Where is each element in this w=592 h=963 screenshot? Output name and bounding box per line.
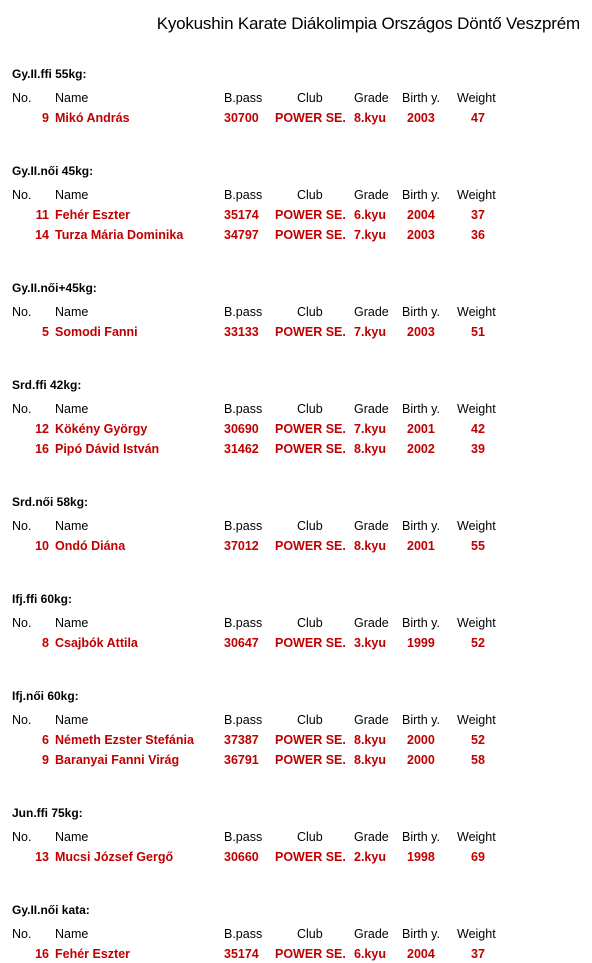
column-header-row	[0, 303, 592, 321]
category-title: Gy.II.női 45kg:	[12, 164, 94, 178]
column-header-row	[0, 400, 592, 418]
athlete-bpass: 30660	[224, 850, 259, 864]
header-name: Name	[55, 830, 89, 844]
athlete-row	[0, 537, 592, 555]
header-name: Name	[55, 616, 89, 630]
category-heading-row	[0, 376, 592, 394]
athlete-weight: 55	[471, 539, 485, 553]
header-club: Club	[297, 830, 323, 844]
header-bpass: B.pass	[224, 402, 263, 416]
athlete-grade: 2.kyu	[354, 850, 386, 864]
header-club: Club	[297, 927, 323, 941]
header-bpass: B.pass	[224, 616, 263, 630]
header-no: No.	[12, 305, 32, 319]
athlete-no: 5	[42, 325, 49, 339]
header-grade: Grade	[354, 91, 389, 105]
header-birth: Birth y.	[402, 305, 440, 319]
athlete-grade: 7.kyu	[354, 422, 386, 436]
header-weight: Weight	[457, 91, 496, 105]
athlete-weight: 52	[471, 636, 485, 650]
column-header-row	[0, 517, 592, 535]
athlete-name: Mikó András	[55, 111, 130, 125]
athlete-weight: 58	[471, 753, 485, 767]
athlete-row	[0, 206, 592, 224]
header-bpass: B.pass	[224, 519, 263, 533]
athlete-birth: 1999	[407, 636, 435, 650]
header-no: No.	[12, 91, 32, 105]
athlete-no: 14	[35, 228, 49, 242]
category-title: Ifj.ffi 60kg:	[12, 592, 73, 606]
athlete-weight: 51	[471, 325, 485, 339]
header-name: Name	[55, 927, 89, 941]
category-title: Srd.ffi 42kg:	[12, 378, 82, 392]
header-weight: Weight	[457, 927, 496, 941]
athlete-bpass: 31462	[224, 442, 259, 456]
category-title: Jun.ffi 75kg:	[12, 806, 83, 820]
athlete-club: POWER SE.	[275, 111, 346, 125]
header-grade: Grade	[354, 519, 389, 533]
header-grade: Grade	[354, 830, 389, 844]
header-weight: Weight	[457, 188, 496, 202]
athlete-row	[0, 848, 592, 866]
header-bpass: B.pass	[224, 830, 263, 844]
header-club: Club	[297, 519, 323, 533]
athlete-weight: 47	[471, 111, 485, 125]
athlete-name: Turza Mária Dominika	[55, 228, 184, 242]
category-heading-row	[0, 590, 592, 608]
athlete-no: 9	[42, 111, 49, 125]
athlete-bpass: 36791	[224, 753, 259, 767]
header-no: No.	[12, 927, 32, 941]
athlete-no: 16	[35, 442, 49, 456]
column-header-row	[0, 89, 592, 107]
category-heading-row	[0, 162, 592, 180]
athlete-birth: 2003	[407, 325, 435, 339]
column-header-row	[0, 925, 592, 943]
header-grade: Grade	[354, 188, 389, 202]
header-weight: Weight	[457, 830, 496, 844]
category-title: Srd.női 58kg:	[12, 495, 89, 509]
athlete-club: POWER SE.	[275, 442, 346, 456]
athlete-grade: 7.kyu	[354, 228, 386, 242]
athlete-row	[0, 751, 592, 769]
athlete-no: 10	[35, 539, 49, 553]
athlete-no: 6	[42, 733, 49, 747]
athlete-grade: 8.kyu	[354, 111, 386, 125]
header-name: Name	[55, 91, 89, 105]
header-birth: Birth y.	[402, 402, 440, 416]
athlete-bpass: 37012	[224, 539, 259, 553]
athlete-no: 13	[35, 850, 49, 864]
header-weight: Weight	[457, 616, 496, 630]
category-title: Ifj.női 60kg:	[12, 689, 79, 703]
athlete-name: Mucsi József Gergő	[55, 850, 174, 864]
athlete-name: Fehér Eszter	[55, 208, 131, 222]
header-birth: Birth y.	[402, 91, 440, 105]
athlete-birth: 2000	[407, 733, 435, 747]
header-birth: Birth y.	[402, 830, 440, 844]
athlete-grade: 6.kyu	[354, 947, 386, 961]
header-name: Name	[55, 402, 89, 416]
athlete-weight: 37	[471, 208, 485, 222]
athlete-birth: 2000	[407, 753, 435, 767]
athlete-club: POWER SE.	[275, 325, 346, 339]
athlete-club: POWER SE.	[275, 422, 346, 436]
athlete-bpass: 35174	[224, 208, 259, 222]
header-grade: Grade	[354, 616, 389, 630]
athlete-row	[0, 226, 592, 244]
athlete-name: Kökény György	[55, 422, 148, 436]
athlete-birth: 2003	[407, 111, 435, 125]
athlete-birth: 2003	[407, 228, 435, 242]
category-heading-row	[0, 687, 592, 705]
header-birth: Birth y.	[402, 616, 440, 630]
athlete-weight: 52	[471, 733, 485, 747]
header-birth: Birth y.	[402, 713, 440, 727]
header-club: Club	[297, 188, 323, 202]
document-title: Kyokushin Karate Diákolimpia Országos Döntő Veszprém	[156, 14, 580, 33]
header-name: Name	[55, 713, 89, 727]
header-birth: Birth y.	[402, 188, 440, 202]
column-header-row	[0, 828, 592, 846]
header-grade: Grade	[354, 927, 389, 941]
athlete-row	[0, 731, 592, 749]
athlete-club: POWER SE.	[275, 947, 346, 961]
athlete-club: POWER SE.	[275, 208, 346, 222]
athlete-grade: 8.kyu	[354, 442, 386, 456]
header-weight: Weight	[457, 402, 496, 416]
header-no: No.	[12, 188, 32, 202]
athlete-grade: 8.kyu	[354, 539, 386, 553]
header-no: No.	[12, 830, 32, 844]
header-weight: Weight	[457, 713, 496, 727]
header-grade: Grade	[354, 402, 389, 416]
header-name: Name	[55, 519, 89, 533]
athlete-weight: 69	[471, 850, 485, 864]
athlete-no: 8	[42, 636, 49, 650]
header-bpass: B.pass	[224, 305, 263, 319]
header-birth: Birth y.	[402, 927, 440, 941]
athlete-no: 16	[35, 947, 49, 961]
athlete-birth: 2004	[407, 947, 435, 961]
header-grade: Grade	[354, 305, 389, 319]
header-club: Club	[297, 305, 323, 319]
athlete-name: Csajbók Attila	[55, 636, 138, 650]
header-no: No.	[12, 713, 32, 727]
athlete-club: POWER SE.	[275, 228, 346, 242]
category-heading-row	[0, 901, 592, 919]
header-bpass: B.pass	[224, 188, 263, 202]
header-club: Club	[297, 713, 323, 727]
athlete-grade: 8.kyu	[354, 733, 386, 747]
athlete-bpass: 35174	[224, 947, 259, 961]
athlete-club: POWER SE.	[275, 636, 346, 650]
athlete-birth: 2001	[407, 422, 435, 436]
athlete-birth: 2004	[407, 208, 435, 222]
column-header-row	[0, 711, 592, 729]
header-no: No.	[12, 402, 32, 416]
header-name: Name	[55, 188, 89, 202]
athlete-bpass: 37387	[224, 733, 259, 747]
athlete-no: 12	[35, 422, 49, 436]
athlete-grade: 7.kyu	[354, 325, 386, 339]
category-title: Gy.II.női kata:	[12, 903, 90, 917]
header-club: Club	[297, 402, 323, 416]
category-heading-row	[0, 493, 592, 511]
header-name: Name	[55, 305, 89, 319]
athlete-birth: 2001	[407, 539, 435, 553]
header-club: Club	[297, 91, 323, 105]
category-title: Gy.II.ffi 55kg:	[12, 67, 87, 81]
athlete-bpass: 34797	[224, 228, 259, 242]
column-header-row	[0, 186, 592, 204]
athlete-weight: 36	[471, 228, 485, 242]
athlete-name: Németh Ezster Stefánia	[55, 733, 194, 747]
header-club: Club	[297, 616, 323, 630]
athlete-grade: 8.kyu	[354, 753, 386, 767]
athlete-no: 11	[35, 208, 49, 222]
header-no: No.	[12, 616, 32, 630]
header-weight: Weight	[457, 519, 496, 533]
athlete-row	[0, 420, 592, 438]
header-weight: Weight	[457, 305, 496, 319]
athlete-birth: 2002	[407, 442, 435, 456]
athlete-grade: 6.kyu	[354, 208, 386, 222]
athlete-name: Ondó Diána	[55, 539, 126, 553]
header-bpass: B.pass	[224, 927, 263, 941]
header-bpass: B.pass	[224, 91, 263, 105]
athlete-name: Baranyai Fanni Virág	[55, 753, 180, 767]
athlete-bpass: 33133	[224, 325, 259, 339]
athlete-club: POWER SE.	[275, 850, 346, 864]
athlete-name: Somodi Fanni	[55, 325, 138, 339]
athlete-bpass: 30647	[224, 636, 259, 650]
athlete-bpass: 30700	[224, 111, 259, 125]
athlete-weight: 39	[471, 442, 485, 456]
athlete-row	[0, 109, 592, 127]
header-grade: Grade	[354, 713, 389, 727]
column-header-row	[0, 614, 592, 632]
category-heading-row	[0, 65, 592, 83]
athlete-row	[0, 945, 592, 963]
athlete-bpass: 30690	[224, 422, 259, 436]
athlete-row	[0, 440, 592, 458]
athlete-grade: 3.kyu	[354, 636, 386, 650]
athlete-club: POWER SE.	[275, 733, 346, 747]
athlete-row	[0, 634, 592, 652]
header-no: No.	[12, 519, 32, 533]
athlete-no: 9	[42, 753, 49, 767]
category-title: Gy.II.női+45kg:	[12, 281, 97, 295]
header-bpass: B.pass	[224, 713, 263, 727]
athlete-club: POWER SE.	[275, 539, 346, 553]
header-birth: Birth y.	[402, 519, 440, 533]
athlete-club: POWER SE.	[275, 753, 346, 767]
athlete-weight: 37	[471, 947, 485, 961]
athlete-row	[0, 323, 592, 341]
category-heading-row	[0, 279, 592, 297]
athlete-weight: 42	[471, 422, 485, 436]
athlete-name: Fehér Eszter	[55, 947, 131, 961]
athlete-birth: 1998	[407, 850, 435, 864]
athlete-name: Pipó Dávid István	[55, 442, 160, 456]
category-heading-row	[0, 804, 592, 822]
